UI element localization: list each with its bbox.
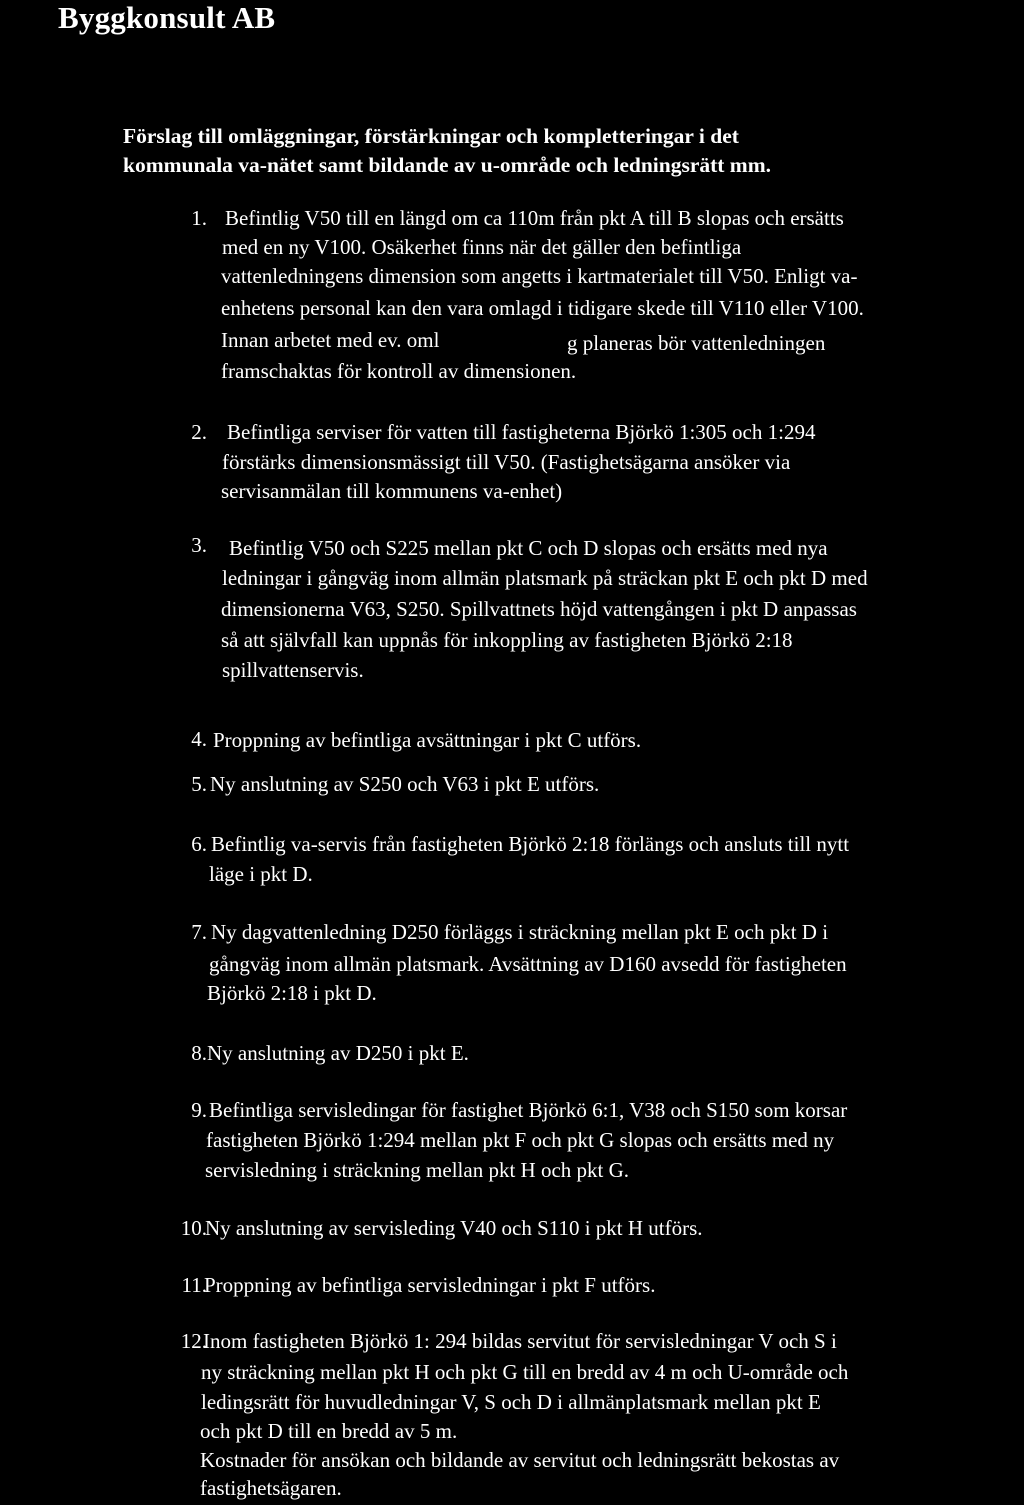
item-line: Ny anslutning av S250 och V63 i pkt E utförs. — [210, 772, 600, 796]
item-line: med en ny V100. Osäkerhet finns när det gäller den befintliga — [222, 235, 742, 259]
item-line: ledingsrätt för huvudledningar V, S och D i allmänplatsmark mellan pkt E — [201, 1390, 821, 1414]
item-number: 5. — [191, 772, 207, 796]
item-line: så att självfall kan uppnås för inkoppling av fastigheten Björkö 2:18 — [221, 628, 793, 652]
item-number: 1. — [191, 206, 207, 230]
item-number: 12. — [180, 1329, 207, 1353]
item-number: 2. — [191, 420, 207, 444]
item-line: fastighetsägaren. — [200, 1476, 342, 1500]
item-line: ny sträckning mellan pkt H och pkt G till en bredd av 4 m och U-område och — [201, 1360, 849, 1384]
item-number: 9. — [191, 1098, 207, 1122]
item-line: Proppning av befintliga servisledningar i pkt F utförs. — [204, 1273, 656, 1297]
item-line: förstärks dimensionsmässigt till V50. (Fastighetsägarna ansöker via — [222, 450, 791, 474]
item-number: 11. — [181, 1273, 207, 1297]
item-line: ledningar i gångväg inom allmän platsmark på sträckan pkt E och pkt D med — [222, 566, 868, 590]
item-line: Björkö 2:18 i pkt D. — [207, 981, 377, 1005]
item-line: dimensionerna V63, S250. Spillvattnets höjd vattengången i pkt D anpassas — [221, 597, 857, 621]
item-line: gångväg inom allmän platsmark. Avsättning av D160 avsedd för fastigheten — [209, 952, 847, 976]
item-line: Ny dagvattenledning D250 förläggs i sträckning mellan pkt E och pkt D i — [211, 920, 829, 944]
item-number: 3. — [191, 533, 207, 557]
item-line: Befintlig va-servis från fastigheten Björkö 2:18 förlängs och ansluts till nytt — [211, 832, 850, 856]
item-line: Innan arbetet med ev. oml — [221, 328, 440, 352]
item-line: servisledning i sträckning mellan pkt H och pkt G. — [205, 1158, 630, 1182]
item-line: fastigheten Björkö 1:294 mellan pkt F och pkt G slopas och ersätts med ny — [206, 1128, 835, 1152]
item-number: 6. — [191, 832, 207, 856]
item-line: Kostnader för ansökan och bildande av servitut och ledningsrätt bekostas av — [200, 1448, 840, 1472]
item-line: läge i pkt D. — [209, 862, 313, 886]
item-line: servisanmälan till kommunens va-enhet) — [221, 479, 563, 503]
item-line: framschaktas för kontroll av dimensionen. — [221, 359, 577, 383]
item-line: Ny anslutning av D250 i pkt E. — [207, 1041, 469, 1065]
item-number: 10. — [180, 1216, 207, 1240]
title-line-2: kommunala va-nätet samt bildande av u-område och ledningsrätt mm. — [123, 153, 772, 177]
item-number: 7. — [191, 920, 207, 944]
item-line: g planeras bör vattenledningen — [567, 331, 826, 355]
item-line: Befintlig V50 och S225 mellan pkt C och D slopas och ersätts med nya — [229, 536, 828, 560]
item-line: Ny anslutning av servisleding V40 och S110 i pkt H utförs. — [205, 1216, 703, 1240]
title-line-1: Förslag till omläggningar, förstärkningar och kompletteringar i det — [123, 124, 739, 148]
item-line: Inom fastigheten Björkö 1: 294 bildas servitut för servisledningar V och S i — [203, 1329, 837, 1353]
company-name: Byggkonsult AB — [58, 0, 276, 35]
item-line: vattenledningens dimension som angetts i kartmaterialet till V50. Enligt va- — [221, 264, 858, 288]
item-line: och pkt D till en bredd av 5 m. — [200, 1419, 458, 1443]
item-line: spillvattenservis. — [222, 658, 364, 682]
item-line: Proppning av befintliga avsättningar i pkt C utförs. — [213, 728, 642, 752]
item-line: Befintliga serviser för vatten till fastigheterna Björkö 1:305 och 1:294 — [227, 420, 816, 444]
item-line: Befintlig V50 till en längd om ca 110m från pkt A till B slopas och ersätts — [225, 206, 844, 230]
item-line: Befintliga servisledingar för fastighet Björkö 6:1, V38 och S150 som korsar — [209, 1098, 848, 1122]
item-line: enhetens personal kan den vara omlagd i tidigare skede till V110 eller V100. — [221, 296, 864, 320]
item-number: 4. — [191, 727, 207, 751]
item-number: 8. — [191, 1041, 207, 1065]
